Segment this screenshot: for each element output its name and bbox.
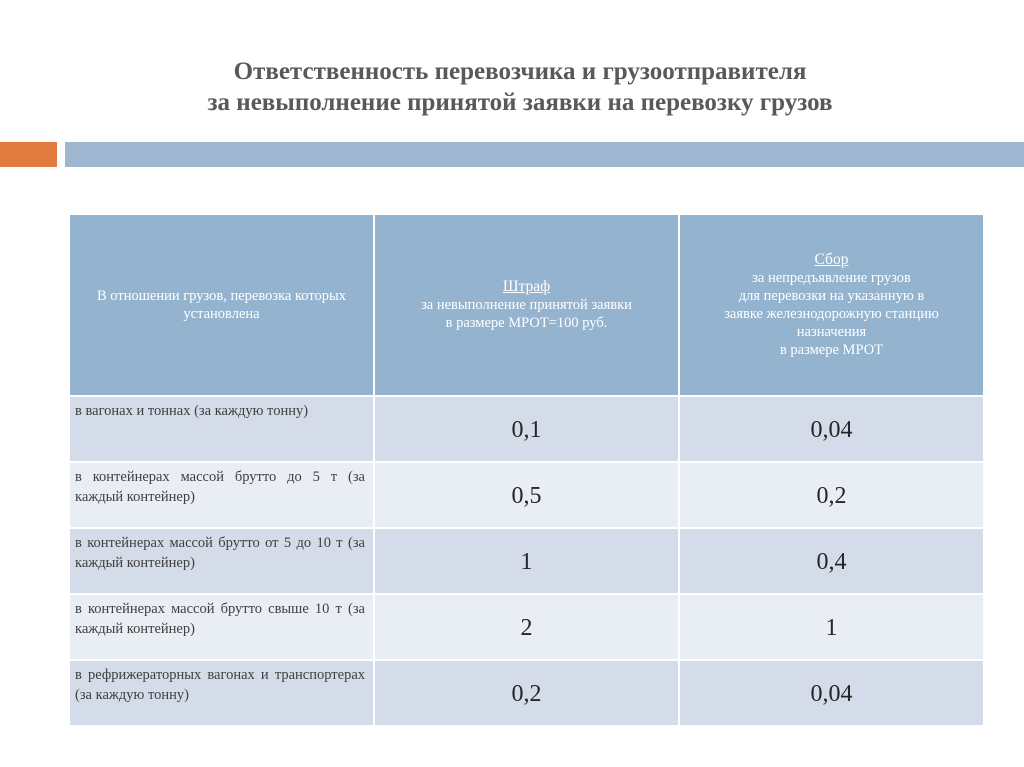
row-fine: 0,2 — [374, 660, 679, 726]
row-fine: 0,1 — [374, 396, 679, 462]
row-fee: 0,2 — [679, 462, 984, 528]
decorative-bar — [65, 142, 1024, 167]
row-label: в вагонах и тоннах (за каждую тонну) — [69, 396, 374, 462]
row-fine: 1 — [374, 528, 679, 594]
header-fee — [679, 214, 984, 396]
row-fine: 0,5 — [374, 462, 679, 528]
header-fee-line: в размере МРОТ — [779, 342, 884, 358]
liability-table — [68, 213, 985, 727]
table-row — [69, 528, 984, 594]
header-cargo — [69, 214, 374, 396]
title-line-2: за невыполнение принятой заявки на перевозку грузов — [207, 89, 833, 116]
row-label: в контейнерах массой брутто до 5 т (за каждый контейнер) — [69, 462, 374, 528]
table-row — [69, 660, 984, 726]
table-row — [69, 462, 984, 528]
header-cargo-text: В отношении грузов, перевозка которых установлена — [97, 288, 346, 322]
header-fine-title: Штраф — [502, 278, 551, 295]
header-fee-line: заявке железнодорожную станцию — [724, 306, 939, 322]
row-fee: 1 — [679, 594, 984, 660]
title-line-1: Ответственность перевозчика и грузоотправителя — [233, 58, 807, 85]
table-header-row — [69, 214, 984, 396]
row-fee: 0,4 — [679, 528, 984, 594]
row-label: в контейнерах массой брутто от 5 до 10 т (за каждый контейнер) — [69, 528, 374, 594]
page-title — [0, 56, 1024, 118]
row-fee: 0,04 — [679, 660, 984, 726]
header-fee-line: назначения — [796, 324, 867, 340]
table-row — [69, 396, 984, 462]
header-fee-line: для перевозки на указанную в — [738, 288, 925, 304]
header-fee-title: Сбор — [814, 251, 849, 268]
table-container — [68, 213, 983, 727]
header-fine — [374, 214, 679, 396]
accent-bar — [0, 142, 57, 167]
row-fine: 2 — [374, 594, 679, 660]
row-fee: 0,04 — [679, 396, 984, 462]
header-fee-line: за непредъявление грузов — [752, 270, 911, 286]
header-fine-line: в размере МРОТ=100 руб. — [445, 315, 608, 331]
row-label: в контейнерах массой брутто свыше 10 т (за каждый контейнер) — [69, 594, 374, 660]
row-label: в рефрижераторных вагонах и транспортерах (за каждую тонну) — [69, 660, 374, 726]
table-row — [69, 594, 984, 660]
header-fine-line: за невыполнение принятой заявки — [421, 297, 632, 313]
